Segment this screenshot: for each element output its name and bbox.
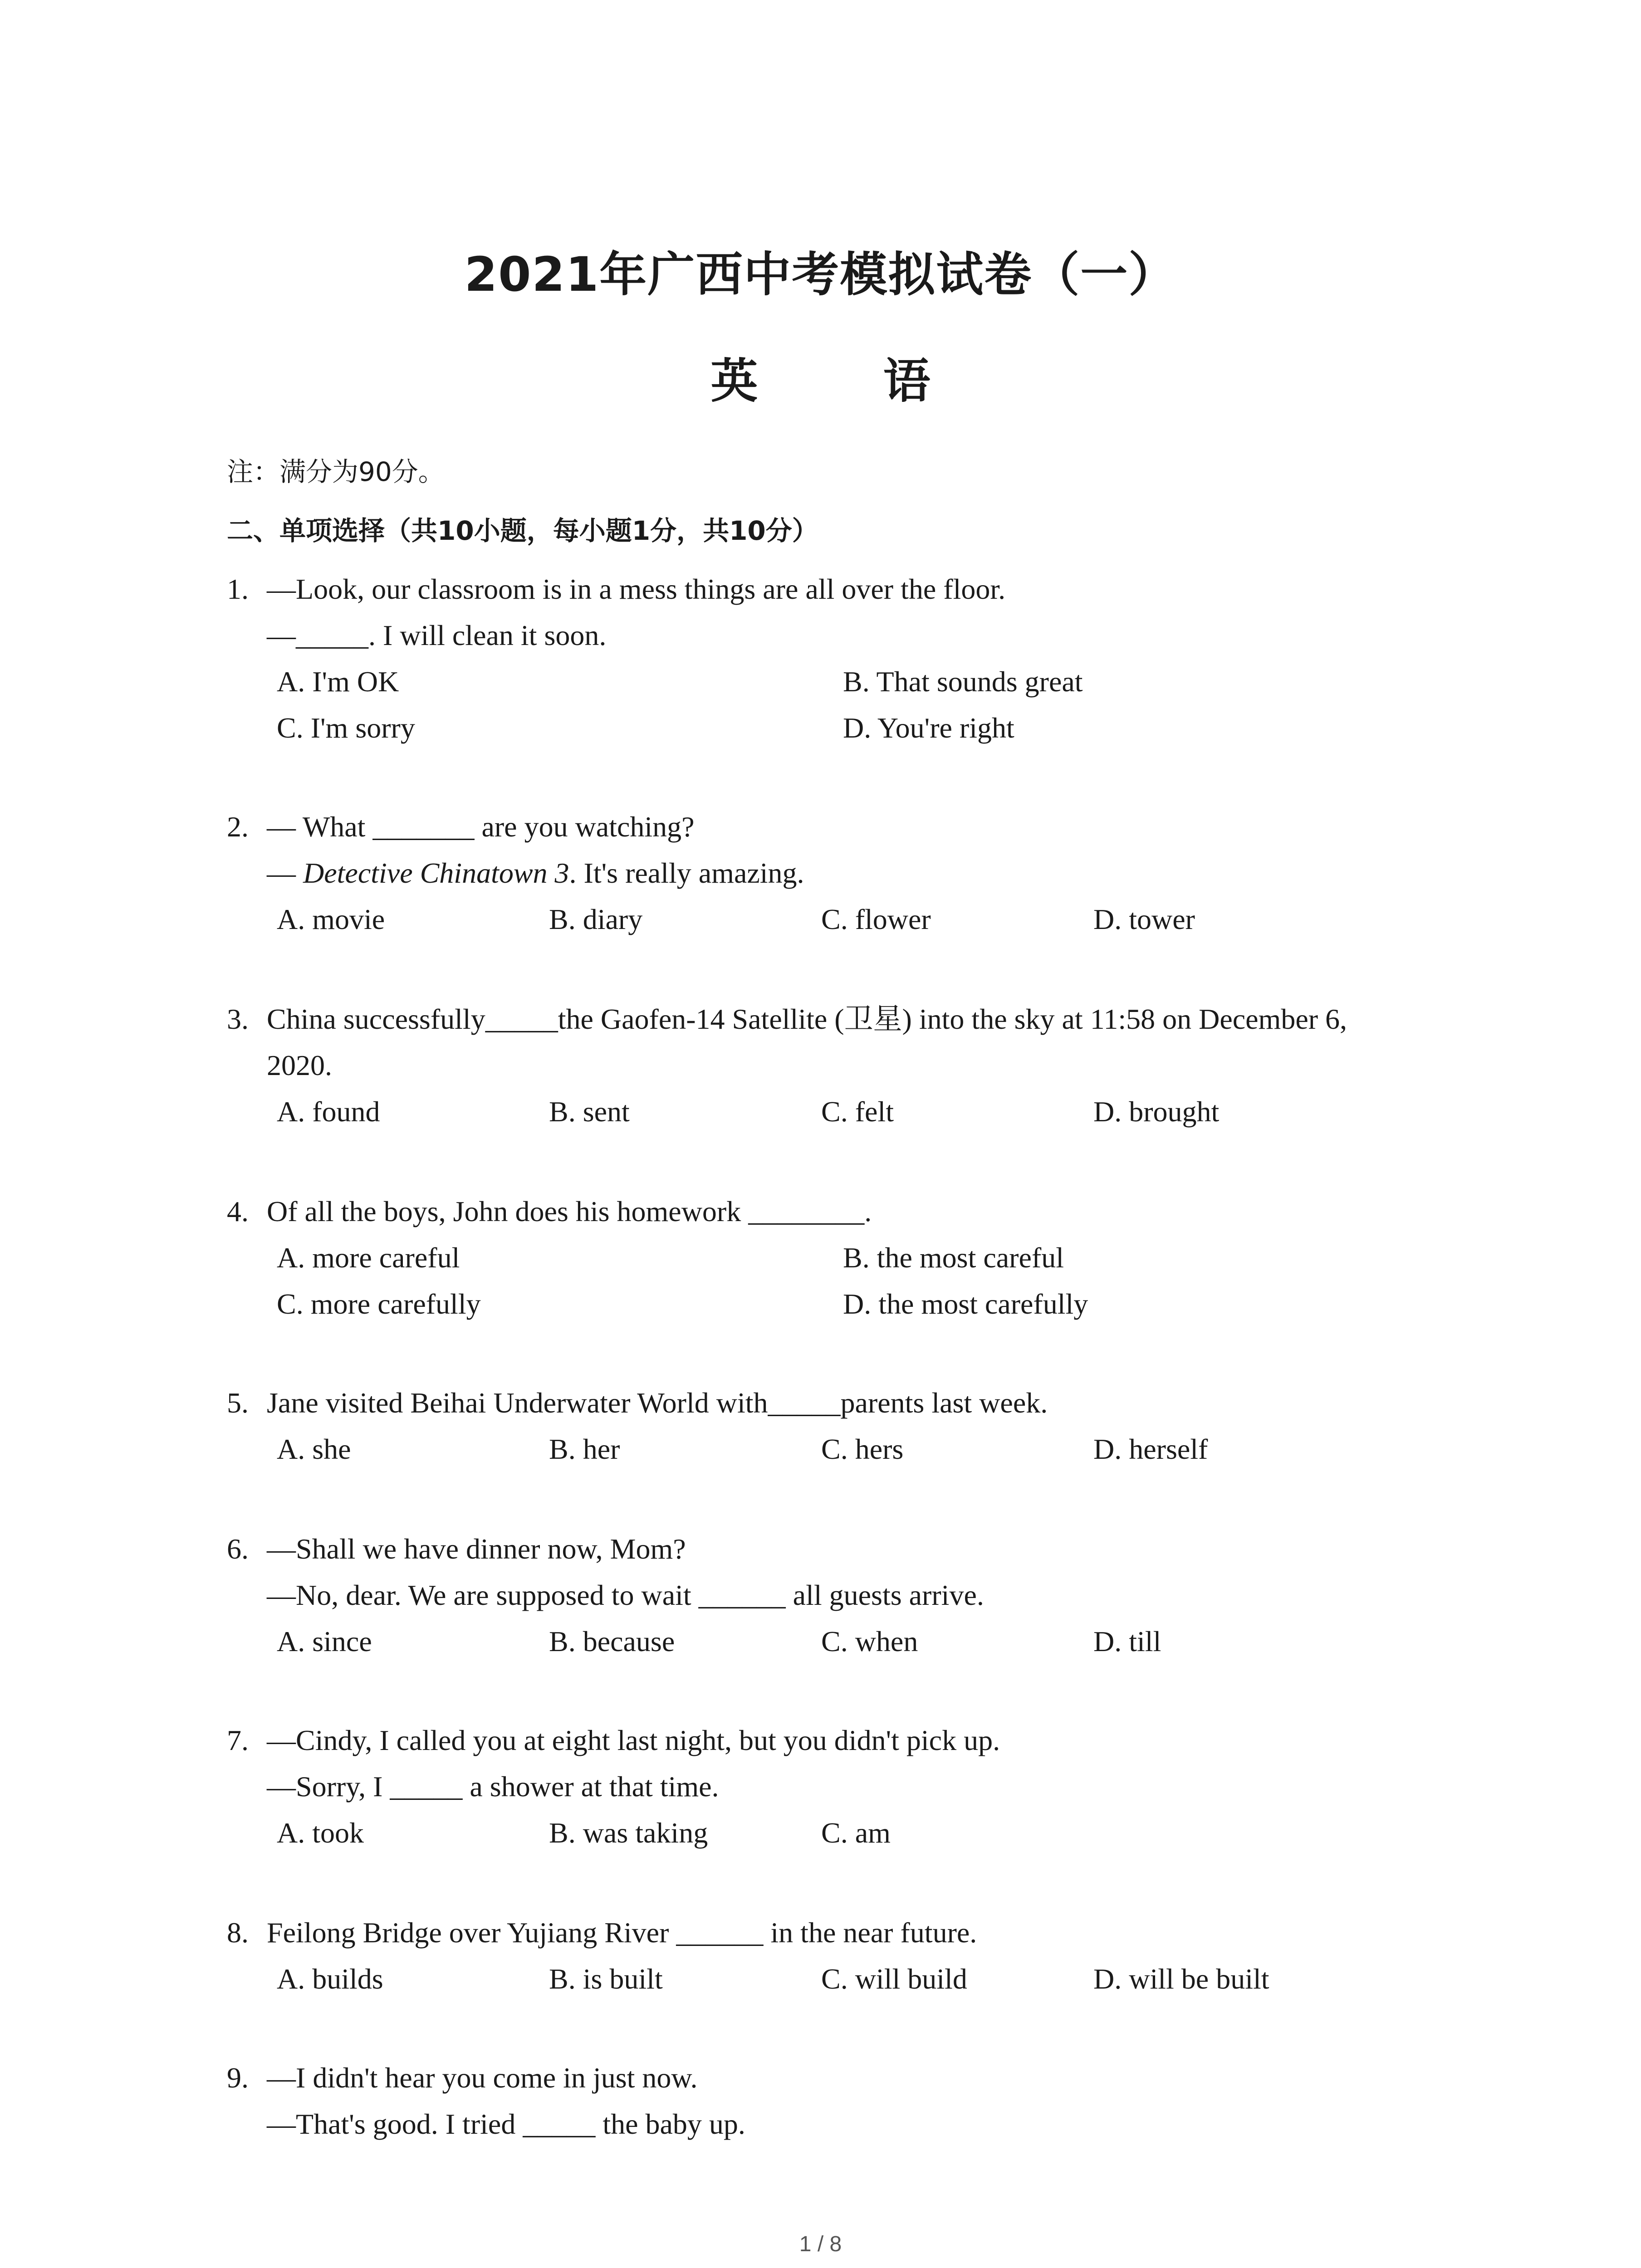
question-5 (227, 1380, 1452, 1472)
option-b[interactable]: B. the most careful (843, 1242, 1064, 1274)
option-c[interactable]: C. hers (821, 1433, 904, 1465)
option-a[interactable]: A. more careful (277, 1242, 460, 1274)
question-line: — What _______ are you watching? (267, 811, 695, 843)
question-line: —Look, our classroom is in a mess things are all over the floor. (267, 573, 1006, 605)
exam-subject: 英 语 (710, 353, 985, 409)
option-d[interactable]: D. the most carefully (843, 1288, 1088, 1320)
question-line: —I didn't hear you come in just now. (267, 2062, 698, 2094)
option-d[interactable]: D. brought (1093, 1095, 1220, 1128)
option-a[interactable]: A. she (277, 1433, 351, 1465)
question-6 (227, 1526, 1452, 1665)
option-a[interactable]: A. since (277, 1625, 372, 1657)
option-d[interactable]: D. You're right (843, 712, 1014, 744)
question-7 (227, 1717, 1452, 1856)
question-line: Of all the boys, John does his homework ________. (267, 1195, 872, 1227)
options-row (277, 1618, 1452, 1665)
question-line: —_____. I will clean it soon. (267, 619, 607, 651)
question-2 (227, 804, 1452, 943)
question-number: 5. (227, 1387, 249, 1419)
option-b[interactable]: B. because (549, 1625, 675, 1657)
option-a[interactable]: A. builds (277, 1963, 383, 1995)
section-title: 二、单项选择（共10小题，每小题1分，共10分） (227, 515, 818, 546)
option-a[interactable]: A. took (277, 1817, 364, 1849)
question-9 (227, 2055, 1452, 2147)
options-row (277, 1089, 1452, 1135)
question-number: 9. (227, 2062, 249, 2094)
options-row (277, 1810, 1452, 1856)
option-c[interactable]: C. I'm sorry (277, 712, 415, 744)
exam-title: 2021年广西中考模拟试卷（一） (464, 247, 1177, 302)
question-number: 2. (227, 811, 249, 843)
option-d[interactable]: D. herself (1093, 1433, 1208, 1465)
question-4 (227, 1188, 1452, 1327)
page-number: 1 / 8 (799, 2232, 842, 2256)
option-d[interactable]: D. tower (1093, 903, 1195, 935)
score-note: 注：满分为90分。 (227, 456, 445, 487)
question-line: —That's good. I tried _____ the baby up. (267, 2108, 745, 2140)
question-line: —Cindy, I called you at eight last night, but you didn't pick up. (267, 1724, 1000, 1756)
question-3 (227, 996, 1452, 1135)
option-c[interactable]: C. am (821, 1817, 891, 1849)
option-b[interactable]: B. sent (549, 1095, 630, 1128)
options-row (277, 659, 1452, 705)
option-a[interactable]: A. found (277, 1095, 380, 1128)
question-line: —Sorry, I _____ a shower at that time. (267, 1770, 719, 1803)
option-b[interactable]: B. diary (549, 903, 643, 935)
option-d[interactable]: D. will be built (1093, 1963, 1269, 1995)
question-number: 4. (227, 1195, 249, 1227)
question-line: —No, dear. We are supposed to wait ______ all guests arrive. (267, 1579, 984, 1611)
options-row (277, 1235, 1452, 1281)
option-b[interactable]: B. her (549, 1433, 620, 1465)
question-number: 1. (227, 573, 249, 605)
option-c[interactable]: C. will build (821, 1963, 967, 1995)
question-line: —Shall we have dinner now, Mom? (267, 1533, 686, 1565)
question-8 (227, 1910, 1452, 2002)
option-b[interactable]: B. is built (549, 1963, 663, 1995)
options-row (277, 896, 1452, 943)
question-line: Feilong Bridge over Yujiang River ______ in the near future. (267, 1916, 977, 1949)
question-number: 7. (227, 1724, 249, 1756)
option-c[interactable]: C. flower (821, 903, 931, 935)
question-number: 8. (227, 1916, 249, 1949)
option-b[interactable]: B. That sounds great (843, 665, 1083, 698)
options-row (277, 1426, 1452, 1472)
option-b[interactable]: B. was taking (549, 1817, 708, 1849)
question-1 (227, 566, 1452, 751)
option-c[interactable]: C. more carefully (277, 1288, 481, 1320)
question-number: 6. (227, 1533, 249, 1565)
option-c[interactable]: C. when (821, 1625, 918, 1657)
option-a[interactable]: A. movie (277, 903, 385, 935)
options-row (277, 1956, 1452, 2002)
option-c[interactable]: C. felt (821, 1095, 894, 1128)
question-line: 2020. (267, 1049, 332, 1081)
options-row (277, 1281, 1452, 1327)
option-a[interactable]: A. I'm OK (277, 665, 399, 698)
option-d[interactable]: D. till (1093, 1625, 1161, 1657)
question-line: China successfully_____the Gaofen-14 Satellite (卫星) into the sky at 11:58 on December 6, (267, 1003, 1347, 1035)
options-row (277, 705, 1452, 751)
question-line-italic-title: — Detective Chinatown 3. It's really amazing. (267, 857, 804, 889)
question-line: Jane visited Beihai Underwater World with_____parents last week. (267, 1387, 1048, 1419)
question-number: 3. (227, 1003, 249, 1035)
